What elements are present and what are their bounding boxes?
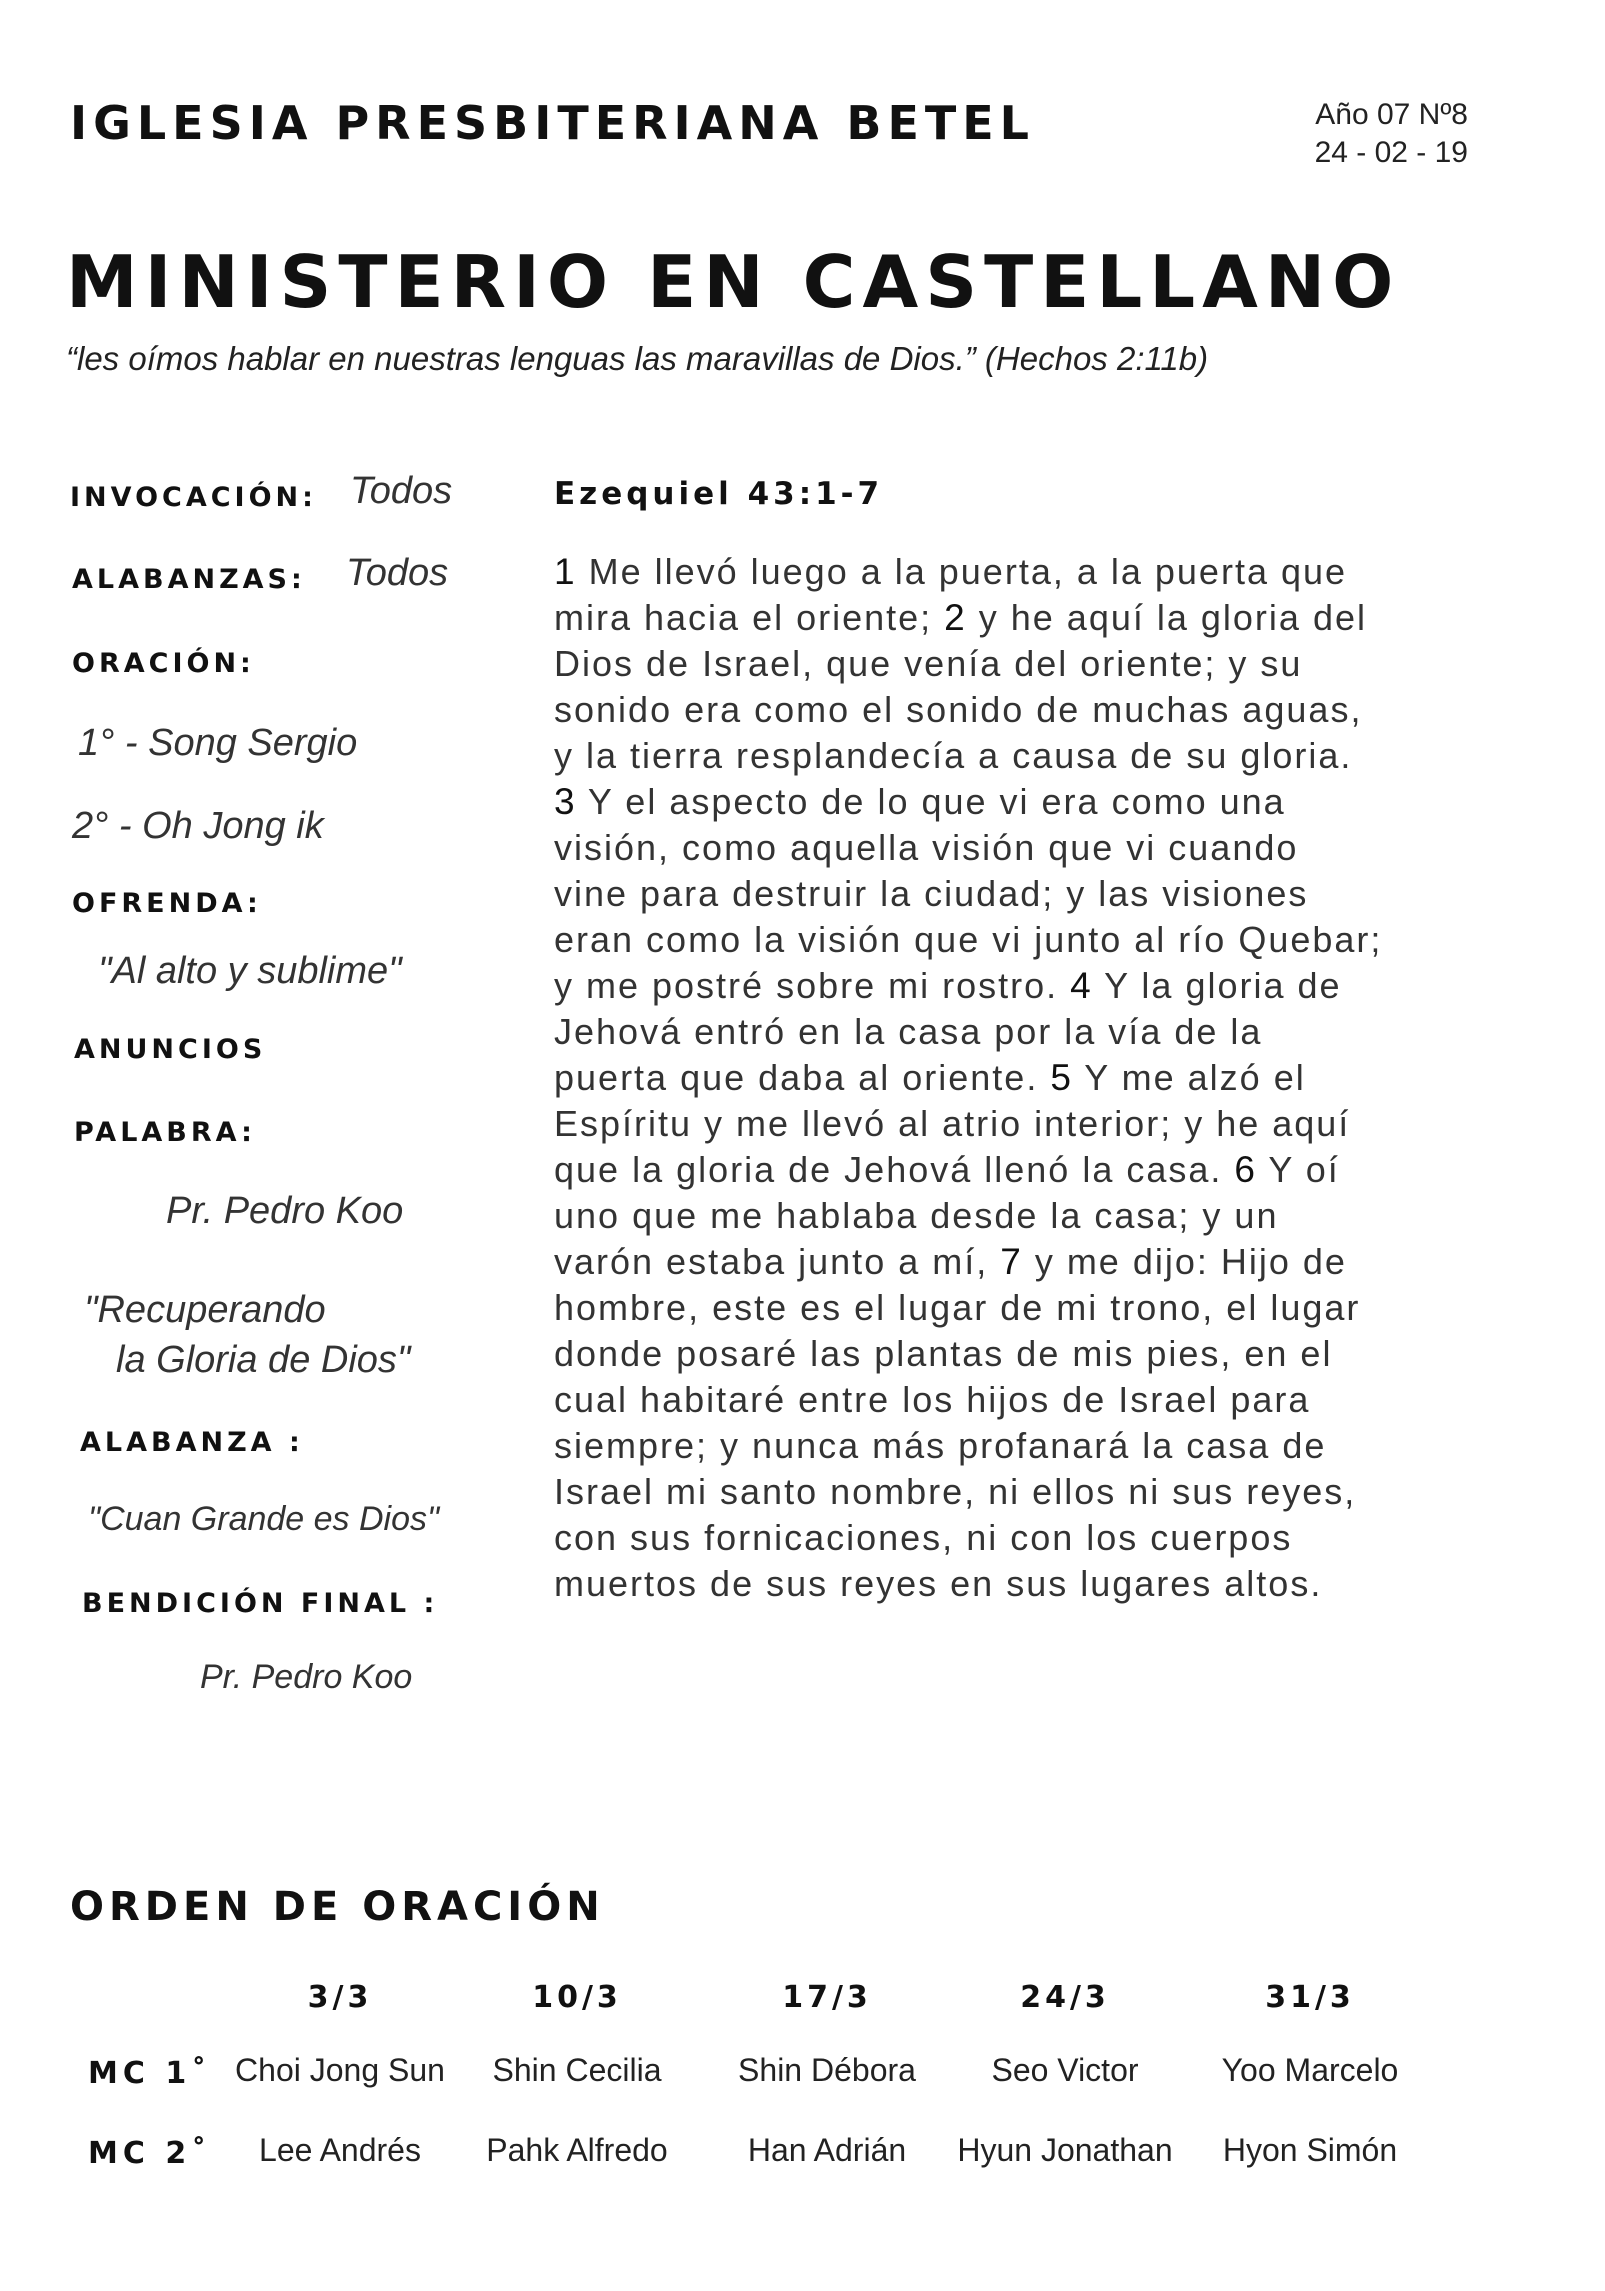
alabanza-value: "Cuan Grande es Dios" <box>88 1500 440 1538</box>
verse-number: 1 <box>554 551 577 592</box>
verse-number: 7 <box>1000 1241 1023 1282</box>
sermon-title-line1: "Recuperando <box>84 1289 326 1331</box>
alabanza-label: ALABANZA : <box>80 1427 304 1458</box>
prayer-group-label: MC 1˚ <box>88 2056 212 2091</box>
bendicion-value: Pr. Pedro Koo <box>200 1658 413 1696</box>
palabra-label: PALABRA: <box>74 1117 256 1148</box>
scripture-reference: Ezequiel 43:1-7 <box>554 476 884 512</box>
verse-text: Y la gloria de Jehová entró en la casa por la vía de la puerta que daba al oriente. <box>554 965 1342 1098</box>
ofrenda-label: OFRENDA: <box>72 888 262 919</box>
oracion-second: 2° - Oh Jong ik <box>72 805 324 847</box>
anuncios-label: ANUNCIOS <box>74 1034 267 1065</box>
bendicion-label: BENDICIÓN FINAL : <box>82 1588 439 1619</box>
prayer-name-cell: Lee Andrés <box>259 2132 421 2168</box>
prayer-name-cell: Han Adrián <box>747 2132 907 2168</box>
verse-number: 5 <box>1050 1057 1073 1098</box>
prayer-name-cell: Choi Jong Sun <box>235 2052 445 2088</box>
epigraph: “les oímos hablar en nuestras lenguas las maravillas de Dios.” (Hechos 2:11b) <box>66 340 1209 377</box>
verse-text: Y me alzó el Espíritu y me llevó al atrio interior; y he aquí que la gloria de Jehová llenó la casa. <box>554 1057 1351 1190</box>
prayer-name-cell: Shin Débora <box>738 2052 916 2088</box>
issue-number: Año 07 Nº8 <box>1315 98 1468 131</box>
prayer-name-cell: Yoo Marcelo <box>1221 2052 1399 2088</box>
invocacion-value: Todos <box>350 470 453 512</box>
alabanzas-label: ALABANZAS: <box>72 564 306 595</box>
prayer-name-cell: Hyun Jonathan <box>957 2132 1173 2168</box>
church-name: IGLESIA PRESBITERIANA BETEL <box>70 96 1035 150</box>
prayer-date: 10/3 <box>532 1980 622 2015</box>
prayer-name-cell: Shin Cecilia <box>492 2052 662 2088</box>
prayer-date: 31/3 <box>1265 1980 1355 2015</box>
palabra-preacher: Pr. Pedro Koo <box>166 1190 404 1232</box>
ministry-title: MINISTERIO EN CASTELLANO <box>66 240 1401 324</box>
issue-date: 24 - 02 - 19 <box>1314 136 1468 169</box>
prayer-name-cell: Seo Victor <box>991 2052 1139 2088</box>
sermon-title <box>84 1285 504 1385</box>
prayer-date: 24/3 <box>1020 1980 1110 2015</box>
verse-text: Me llevó luego a la puerta, a la puerta que mira hacia el oriente; <box>554 551 1348 638</box>
prayer-order-title: ORDEN DE ORACIÓN <box>70 1884 605 1930</box>
oracion-first: 1° - Song Sergio <box>78 722 358 764</box>
prayer-name-cell: Hyon Simón <box>1222 2132 1398 2168</box>
alabanzas-value: Todos <box>346 552 449 594</box>
prayer-date: 3/3 <box>307 1980 373 2015</box>
prayer-name-cell: Pahk Alfredo <box>486 2132 668 2168</box>
prayer-group-label: MC 2˚ <box>88 2136 212 2171</box>
verse-text: y he aquí la gloria del Dios de Israel, que venía del oriente; y su sonido era como el sonido de muchas aguas, y la tierra resplandecía a causa de su gloria. <box>554 597 1367 776</box>
verse-number: 6 <box>1234 1149 1257 1190</box>
verse-number: 2 <box>944 597 967 638</box>
prayer-date: 17/3 <box>782 1980 872 2015</box>
scripture-text <box>554 549 1384 1607</box>
ofrenda-value: "Al alto y sublime" <box>98 950 402 992</box>
verse-number: 4 <box>1070 965 1093 1006</box>
invocacion-label: INVOCACIÓN: <box>70 482 317 513</box>
verse-number: 3 <box>554 781 577 822</box>
verse-text: y me dijo: Hijo de hombre, este es el lugar de mi trono, el lugar donde posaré las plantas de mis pies, en el cual habitaré entre los hijos de Israel para siempre; y nunca más profanará la casa de Israel mi santo nombre, ni ellos ni sus reyes, con sus fornicaciones, ni con los cuerpos muertos de sus reyes en sus lugares altos. <box>554 1241 1361 1604</box>
sermon-title-line2: la Gloria de Dios" <box>116 1339 411 1381</box>
verse-text: Y oí uno que me hablaba desde la casa; y un varón estaba junto a mí, <box>554 1149 1340 1282</box>
verse-text: Y el aspecto de lo que vi era como una visión, como aquella visión que vi cuando vine para destruir la ciudad; y las visiones eran como la visión que vi junto al río Quebar; y me postré sobre mi rostro. <box>554 781 1383 1006</box>
issue-info <box>1268 96 1468 172</box>
oracion-label: ORACIÓN: <box>72 648 255 679</box>
